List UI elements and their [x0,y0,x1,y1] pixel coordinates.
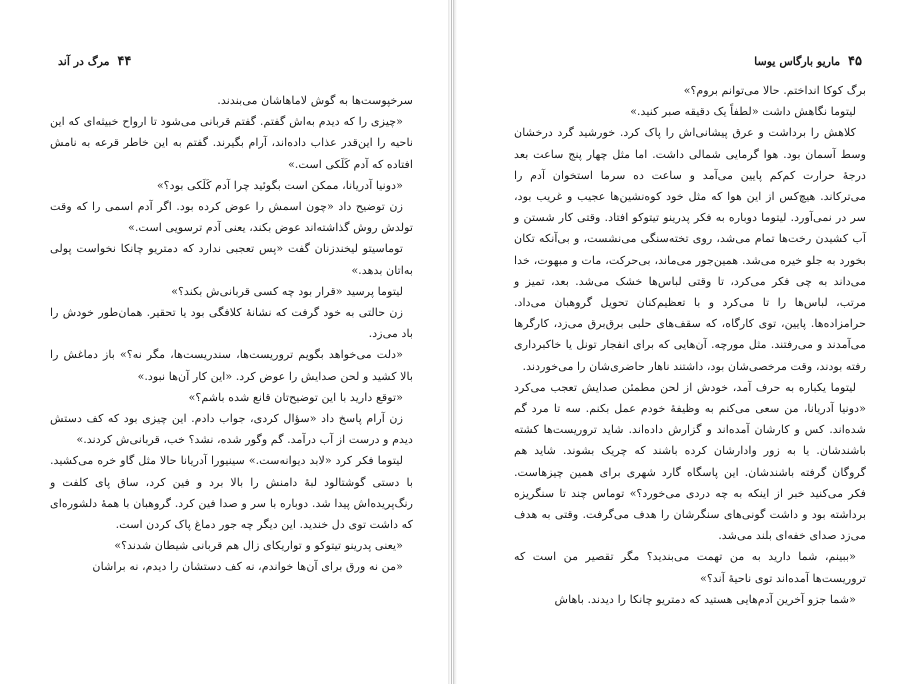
paragraph: «توقع دارید با این توضیح‌تان قانع شده باشم؟» [188,390,403,404]
paragraph: زن توضیح داد «چون اسمش را عوض کرده بود. اگر آدم اسمی را که وقت تولدش روش گذاشته‌اند عوض بکند، یعنی آدم ترسویی است.» [50,200,413,235]
paragraph: لیتوما یکباره به حرف آمد، خودش از لحن مطمئن صدایش تعجب می‌کرد «دونیا آدریانا، من سعی می‌کنم به وظیفهٔ خودم عمل بکنم. سه تا مرد گم شده‌اند. کس و کارشان آمده‌اند و گزارش داده‌اند. شاید تروریست‌ها کشته باشندشان. یا به زور وادارشان کرده باشند که چریک بشوند. شاید هم گروگان گرفته باشندشان. این پاسگاه گارد شهری برای همین چیزهاست. فکر می‌کنید خبر از اینکه به چه دردی می‌خورد؟» توماس چند تا سنگریزه برداشته بود و داشت گونی‌های سنگرشان را هدف می‌گرفت. وقتی به هدف می‌زد صدای خفه‌ای بلند می‌شد. [514,380,866,543]
page-number: ۴۴ [117,54,132,69]
paragraph: لیتوما نگاهش داشت «لطفاً یک دقیقه صبر کنید.» [630,105,856,119]
page-gutter [454,0,457,684]
paragraph: «یعنی پدرینو تیتوکو و تواریکای زال هم قربانی شیطان شدند؟» [114,539,403,553]
page-body [514,80,866,610]
paragraph: «ببینم، شما دارید به من تهمت می‌بندید؟ مگر تقصیر من است که تروریست‌ها آمده‌اند توی ناحیهٔ آند؟» [514,550,866,585]
page-gutter [448,0,451,684]
page-number: ۴۵ [848,54,862,69]
paragraph: زن حالتی به خود گرفت که نشانهٔ کلافگی بود یا تحقیر. همان‌طور خودش را باد می‌زد. [50,306,413,341]
paragraph: زن آرام پاسخ داد «سؤال کردی، جواب دادم. این چیزی بود که کف دستش دیدم و درست از آب درآمد. گم وگور شده، نشد؟ خب، قربانی‌ش کردند.» [50,412,413,447]
left-page [0,0,452,684]
paragraph: «شما جزو آخرین آدم‌هایی هستید که دمتریو چانکا را دیدند. باهاش [554,592,856,606]
running-head: مرگ در آند [58,55,110,68]
paragraph: «من نه ورق برای آن‌ها خواندم، نه کف دستشان را دیدم، نه براشان [92,560,403,574]
paragraph: لیتوما فکر کرد «لابد دیوانه‌ست.» سینیورا آدریانا حالا مثل گاو خره می‌کشید. با دستی گوشتالود لبهٔ دامنش را بالا برد و فین کرد، ساق پای کلفت و رنگ‌پریده‌اش پیدا شد. دوباره با سر و صدا فین کرد. گروهبان با همهٔ دلشوره‌ای که داشت توی دل خندید. این دیگر چه جور دماغ پاک کردن است. [50,454,413,532]
running-head: ماریو بارگاس یوسا [754,55,841,68]
paragraph: «چیزی را که دیدم به‌اش گفتم. گفتم قربانی می‌شود تا ارواح خبیثه‌ای که این ناحیه را این‌قدر عذاب داده‌اند، آرام بگیرند. گفتم به این خاطر قرعه به نامش افتاده که آدم کَلَکی است.» [50,115,413,171]
paragraph: کلاهش را برداشت و عرق پیشانی‌اش را پاک کرد. خورشید گرد درخشان وسط آسمان بود. هوا گرمایی شمالی داشت. اما مثل چهار پنج ساعت بعد درجهٔ حرارت کم‌کم پایین می‌آمد و ساعت ده سرما استخوان آدم را می‌ترکاند. هیچ‌کس از این هوا که مثل خود کوه‌نشین‌ها عجیب و غریب بود، سر در نمی‌آورد. لیتوما دوباره به فکر پدرینو تیتوکو افتاد. وقتی کار شستن و آب کشیدن رخت‌ها تمام می‌شد، روی تخته‌سنگی می‌نشست، و بی‌آنکه تکان بخورد به جلو خیره می‌شد. همین‌جور می‌ماند، بی‌حرکت، مات و مبهوت، خدا می‌داند به چی فکر می‌کرد، تا وقتی لباس‌ها خشک می‌شد. بعد، تمیز و مرتب، لباس‌ها را تا می‌کرد و با تعظیم‌کنان تحویل گروهبان می‌داد. حرامزاده‌ها. پایین، توی کارگاه، که سقف‌های حلبی برق‌برق می‌زد، کارگرها می‌آمدند و می‌رفتند. مثل مورچه. آن‌هایی که برای انفجار تونل یا خاکبرداری رفته بودند، وقت مرخصی‌شان بود، داشتند ناهار حاضری‌شان را می‌خوردند. [514,126,866,373]
page-body [50,90,413,578]
paragraph: «دونیا آدریانا، ممکن است بگوئید چرا آدم کَلَکی بود؟» [156,178,403,192]
paragraph: برگ کوکا انداختم. حالا می‌توانم بروم؟» [683,84,866,97]
paragraph: «دلت می‌خواهد بگویم تروریست‌ها، سندریست‌ها، مگر نه؟» باز دماغش را بالا کشید و لحن صدایش را عوض کرد. «این کار آن‌ها نبود.» [50,348,413,383]
right-page [453,0,905,684]
page-header [518,54,866,70]
paragraph: توماسیتو لیخندزنان گفت «پس تعجبی ندارد که دمتریو چانکا نخواست پولی به‌اتان بدهد.» [50,242,413,277]
paragraph: لیتوما پرسید «قرار بود چه کسی قربانی‌ش بکند؟» [171,284,403,298]
page-header [58,54,411,70]
paragraph: سرخپوست‌ها به گوش لاماهاشان می‌بندند. [217,94,413,107]
